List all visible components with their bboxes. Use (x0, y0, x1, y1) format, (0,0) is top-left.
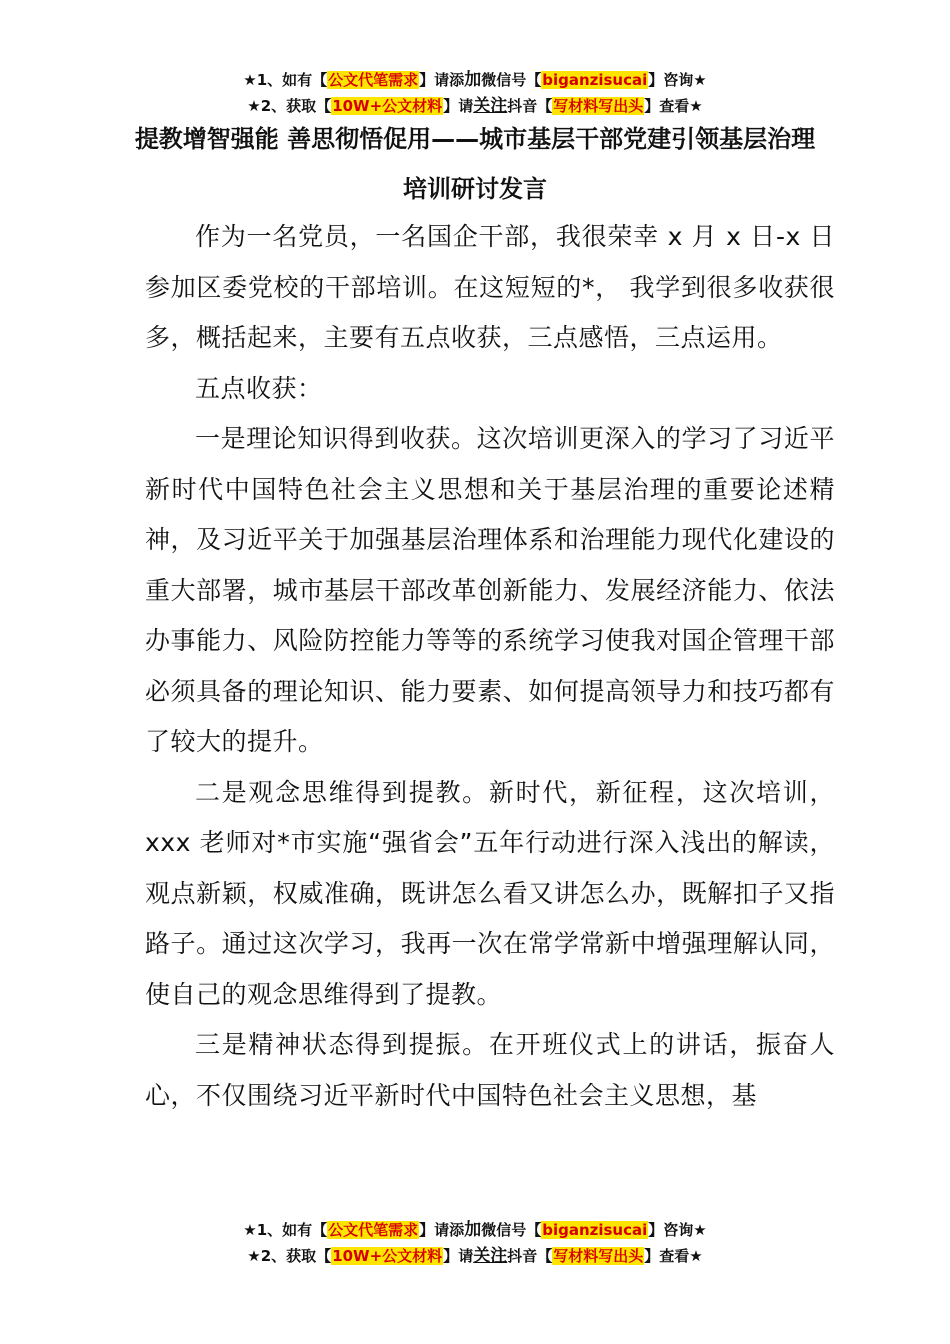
paragraph: 作为一名党员，一名国企干部，我很荣幸 x 月 x 日-x 日参加区委党校的干部培训。在这短短的*， 我学到很多收获很多，概括起来，主要有五点收获，三点感悟，三点运用。 (145, 222, 835, 352)
emphasis-text: 加 (464, 1220, 482, 1240)
document-body (145, 212, 835, 1121)
emphasis-text: 加 (464, 70, 482, 90)
paragraph: 五点收获： (195, 373, 323, 403)
banner-text: 】查看★ (644, 97, 703, 115)
banner-text: 】请添 (419, 1221, 465, 1239)
banner-text: 】查看★ (644, 1247, 703, 1265)
banner-text: 】请添 (419, 71, 465, 89)
banner-text: 】咨询★ (648, 1221, 707, 1239)
banner-text: ★2、获取【 (247, 97, 332, 115)
highlight-text: 写材料写出头 (553, 97, 644, 115)
banner-text: ★1、如有【 (243, 71, 328, 89)
highlight-text: biganzisucai (542, 71, 648, 89)
highlight-text: 公文代笔需求 (328, 1221, 419, 1239)
highlight-text: 写材料写出头 (553, 1247, 644, 1265)
banner-text: 】请 (443, 97, 474, 115)
paragraph: 三是精神状态得到提振。在开班仪式上的讲话，振奋人心，不仅围绕习近平新时代中国特色社会主义思想，基 (145, 1030, 835, 1110)
header-banner (0, 67, 950, 119)
banner-text: ★2、获取【 (247, 1247, 332, 1265)
highlight-text: 10W+公文材料 (332, 1247, 443, 1265)
paragraph: 二是观念思维得到提教。新时代，新征程，这次培训，xxx 老师对*市实施“强省会”五年行动进行深入浅出的解读，观点新颖，权威准确，既讲怎么看又讲怎么办，既解扣子又指路子。通过这次学习，我再一次在常学常新中增强理解认同，使自己的观念思维得到了提教。 (145, 777, 835, 1009)
banner-text: 】咨询★ (648, 71, 707, 89)
emphasis-text: 关注 (473, 1246, 508, 1266)
document-title: 提教增智强能 善思彻悟促用——城市基层干部党建引领基层治理培训研讨发言 (134, 125, 816, 203)
banner-text: 】请 (443, 1247, 474, 1265)
banner-text: 微信号【 (481, 71, 542, 89)
banner-text: ★1、如有【 (243, 1221, 328, 1239)
footer-banner (0, 1217, 950, 1269)
emphasis-text: 关注 (473, 96, 508, 116)
highlight-text: 公文代笔需求 (328, 71, 419, 89)
highlight-text: 10W+公文材料 (332, 97, 443, 115)
highlight-text: biganzisucai (542, 1221, 648, 1239)
paragraph: 一是理论知识得到收获。这次培训更深入的学习了习近平新时代中国特色社会主义思想和关于基层治理的重要论述精神，及习近平关于加强基层治理体系和治理能力现代化建设的重大部署，城市基层干部改革创新能力、发展经济能力、依法办事能力、风险防控能力等等的系统学习使我对国企管理干部必须具备的理论知识、能力要素、如何提高领导力和技巧都有了较大的提升。 (145, 424, 835, 756)
banner-line-1 (0, 67, 950, 93)
banner-line-1 (0, 1217, 950, 1243)
banner-text: 抖音【 (507, 97, 553, 115)
banner-line-2 (0, 1243, 950, 1269)
banner-text: 微信号【 (481, 1221, 542, 1239)
banner-text: 抖音【 (507, 1247, 553, 1265)
